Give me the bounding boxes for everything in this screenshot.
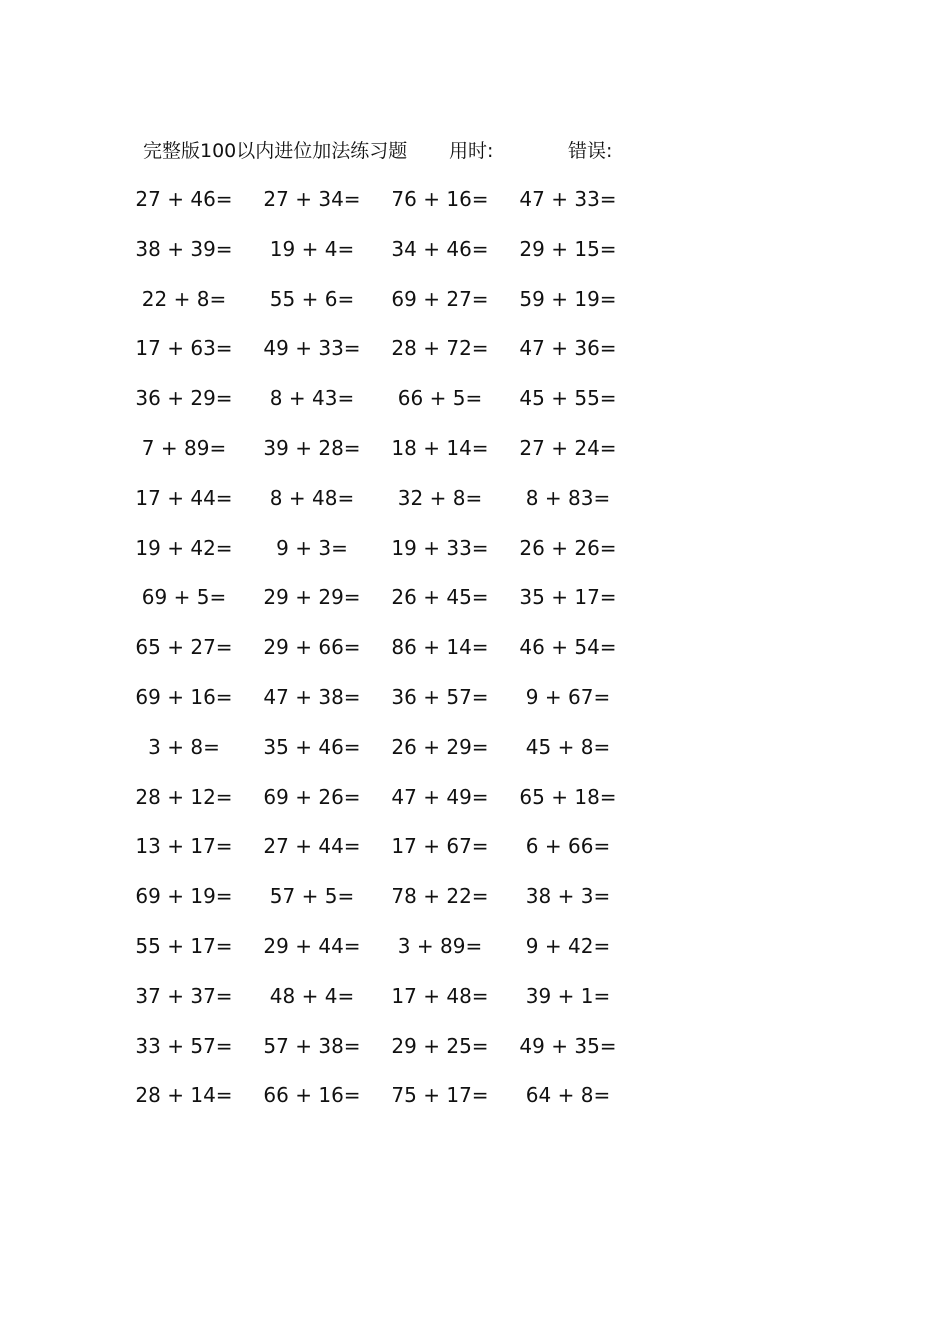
problem-cell: 76 + 16= (391, 187, 489, 211)
problem-cell: 7 + 89= (141, 435, 227, 460)
problem-row (0, 483, 950, 533)
problem-cell: 57 + 38= (263, 1033, 361, 1058)
problem-cell: 29 + 66= (263, 635, 361, 660)
problem-cell: 57 + 5= (269, 884, 355, 909)
problem-cell: 66 + 16= (263, 1083, 361, 1108)
problem-cell: 78 + 22= (391, 884, 489, 909)
problem-cell: 33 + 57= (135, 1033, 233, 1058)
problem-row (0, 1080, 950, 1130)
problem-row (0, 831, 950, 881)
problem-cell: 19 + 33= (391, 535, 489, 560)
problem-cell: 28 + 14= (135, 1083, 233, 1108)
problem-cell: 8 + 43= (269, 386, 355, 411)
problem-cell: 27 + 46= (135, 187, 233, 211)
problem-cell: 17 + 44= (135, 485, 233, 510)
problem-cell: 69 + 5= (141, 585, 227, 610)
problem-cell: 8 + 48= (269, 485, 355, 510)
problem-cell: 29 + 15= (519, 236, 617, 261)
problem-row (0, 582, 950, 632)
problem-cell: 29 + 29= (263, 585, 361, 610)
problem-cell: 55 + 17= (135, 933, 233, 958)
problem-cell: 47 + 33= (519, 187, 617, 211)
problem-cell: 18 + 14= (391, 435, 489, 460)
problem-cell: 13 + 17= (135, 834, 233, 859)
problem-cell: 75 + 17= (391, 1083, 489, 1108)
problem-row (0, 284, 950, 334)
time-label: 用时: (449, 140, 494, 162)
problem-cell: 66 + 5= (397, 386, 483, 411)
problem-cell: 27 + 24= (519, 435, 617, 460)
problem-row (0, 184, 950, 234)
problem-cell: 19 + 42= (135, 535, 233, 560)
problem-cell: 48 + 4= (269, 983, 355, 1008)
worksheet-title: 完整版100以内进位加法练习题 (143, 140, 408, 162)
problem-cell: 86 + 14= (391, 635, 489, 660)
problem-cell: 35 + 46= (263, 734, 361, 759)
problem-cell: 3 + 89= (397, 933, 483, 958)
problem-cell: 38 + 39= (135, 236, 233, 261)
problem-cell: 6 + 66= (525, 834, 611, 859)
problem-cell: 69 + 19= (135, 884, 233, 909)
problem-cell: 8 + 83= (525, 485, 611, 510)
problem-cell: 17 + 48= (391, 983, 489, 1008)
problem-cell: 9 + 3= (276, 535, 348, 560)
problem-cell: 65 + 27= (135, 635, 233, 660)
problem-row (0, 1031, 950, 1081)
problem-row (0, 433, 950, 483)
problem-cell: 26 + 29= (391, 734, 489, 759)
problem-row (0, 782, 950, 832)
problem-row (0, 881, 950, 931)
problem-row (0, 533, 950, 583)
problem-cell: 37 + 37= (135, 983, 233, 1008)
problem-cell: 47 + 49= (391, 784, 489, 809)
problem-cell: 47 + 36= (519, 336, 617, 361)
problem-cell: 46 + 54= (519, 635, 617, 660)
problem-cell: 59 + 19= (519, 286, 617, 311)
problem-cell: 35 + 17= (519, 585, 617, 610)
problem-row (0, 632, 950, 682)
problem-cell: 34 + 46= (391, 236, 489, 261)
problem-cell: 17 + 63= (135, 336, 233, 361)
problem-cell: 64 + 8= (525, 1083, 611, 1108)
problem-row (0, 333, 950, 383)
problem-cell: 47 + 38= (263, 684, 361, 709)
problem-cell: 69 + 16= (135, 684, 233, 709)
problem-cell: 49 + 33= (263, 336, 361, 361)
problem-cell: 26 + 26= (519, 535, 617, 560)
problem-cell: 9 + 42= (525, 933, 611, 958)
problem-cell: 55 + 6= (269, 286, 355, 311)
problem-cell: 36 + 57= (391, 684, 489, 709)
problem-grid (0, 184, 950, 1130)
problem-cell: 29 + 25= (391, 1033, 489, 1058)
problem-cell: 17 + 67= (391, 834, 489, 859)
problem-cell: 39 + 1= (525, 983, 611, 1008)
problem-cell: 49 + 35= (519, 1033, 617, 1058)
errors-label: 错误: (568, 140, 613, 162)
problem-row (0, 383, 950, 433)
problem-cell: 26 + 45= (391, 585, 489, 610)
problem-cell: 32 + 8= (397, 485, 483, 510)
problem-cell: 38 + 3= (525, 884, 611, 909)
problem-cell: 29 + 44= (263, 933, 361, 958)
problem-row (0, 931, 950, 981)
problem-cell: 45 + 55= (519, 386, 617, 411)
problem-cell: 39 + 28= (263, 435, 361, 460)
problem-cell: 45 + 8= (525, 734, 611, 759)
problem-cell: 69 + 26= (263, 784, 361, 809)
problem-cell: 65 + 18= (519, 784, 617, 809)
problem-row (0, 682, 950, 732)
problem-cell: 28 + 72= (391, 336, 489, 361)
problem-row (0, 981, 950, 1031)
problem-cell: 19 + 4= (269, 236, 355, 261)
problem-cell: 3 + 8= (148, 734, 220, 759)
problem-cell: 28 + 12= (135, 784, 233, 809)
problem-cell: 27 + 44= (263, 834, 361, 859)
problem-cell: 27 + 34= (263, 187, 361, 211)
problem-cell: 22 + 8= (141, 286, 227, 311)
problem-cell: 36 + 29= (135, 386, 233, 411)
problem-row (0, 234, 950, 284)
problem-cell: 9 + 67= (525, 684, 611, 709)
problem-row (0, 732, 950, 782)
problem-cell: 69 + 27= (391, 286, 489, 311)
